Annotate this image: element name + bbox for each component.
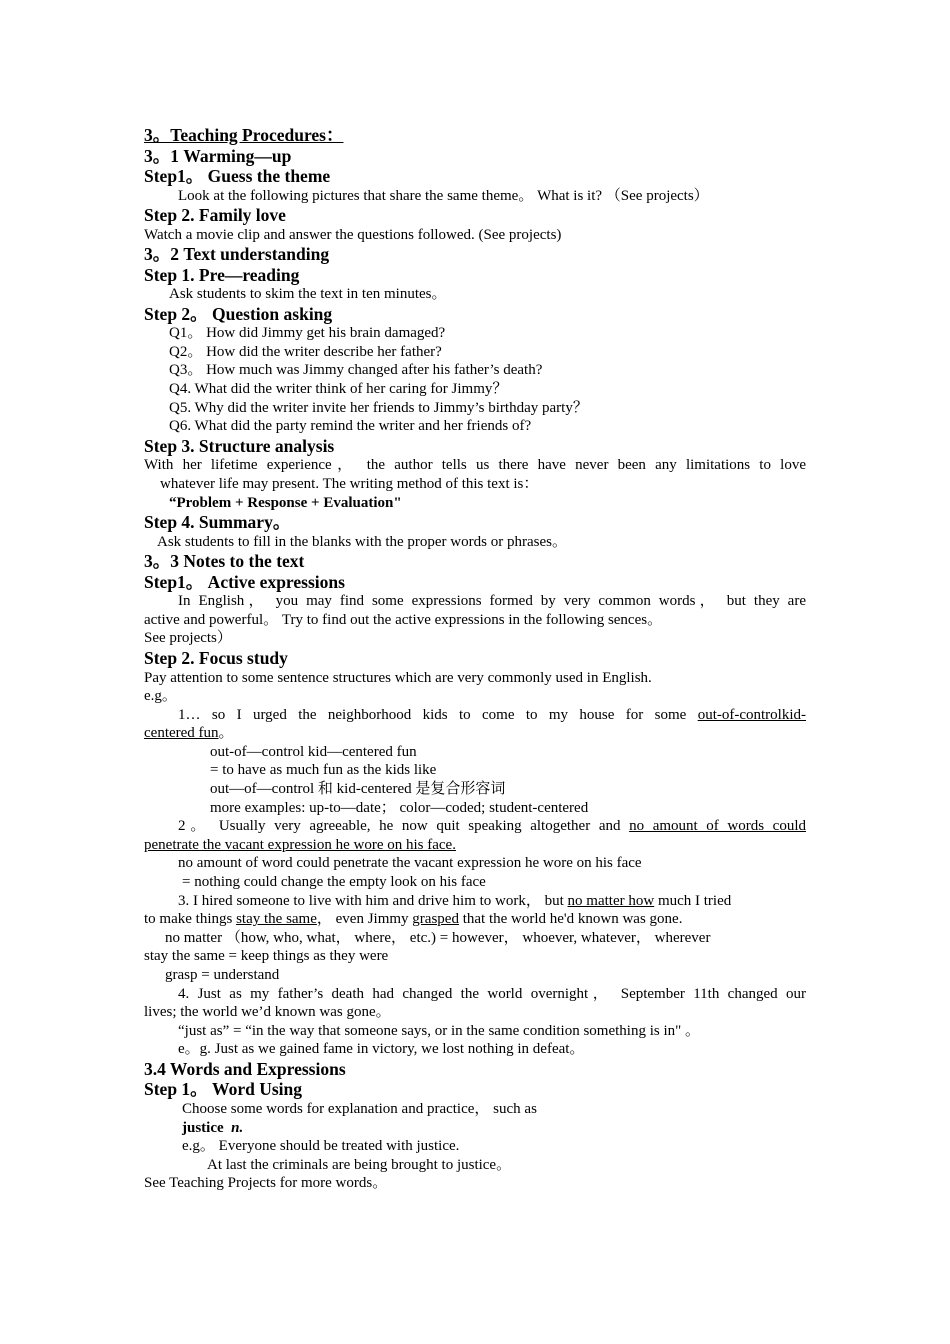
active-expressions-line3: See projects） xyxy=(144,630,232,647)
step-text-summary: Ask students to fill in the blanks with the proper words or phrases。 xyxy=(157,533,567,550)
example-3-note: grasp = understand xyxy=(165,967,280,983)
example-4-line2: lives; the world we’d known was gone。 xyxy=(144,1004,391,1021)
section-title-notes: 3。3 Notes to the text xyxy=(144,551,305,572)
word-example: e.g。 Everyone should be treated with justice. xyxy=(182,1138,460,1155)
example-3-line1: 3. I hired someone to live with him and drive him to work， but no matter how much I tried xyxy=(178,892,732,909)
example-1-line2: centered fun。 xyxy=(144,725,234,742)
example-1-note: more examples: up-to—date； color—coded; student-centered xyxy=(210,799,589,816)
step-text-guess-theme: Look at the following pictures that share the same theme。 What is it? （See projects） xyxy=(178,187,709,204)
document-page xyxy=(144,125,806,1193)
example-4-note: e。g. Just as we gained fame in victory, we lost nothing in defeat。 xyxy=(178,1041,585,1058)
question-item: Q6. What did the party remind the writer and her friends of? xyxy=(169,418,532,435)
step-title-focus-study: Step 2. Focus study xyxy=(144,648,288,668)
step-text-pre-reading: Ask students to skim the text in ten minutes。 xyxy=(169,286,447,303)
step-title-word-using: Step 1。 Word Using xyxy=(144,1079,303,1100)
step-title-guess-theme: Step1。 Guess the theme xyxy=(144,166,331,186)
example-2-note: = nothing could change the empty look on his face xyxy=(182,874,486,891)
word-using-text: Choose some words for explanation and practice， such as xyxy=(182,1100,537,1117)
example-3-line2: to make things stay the same， even Jimmy grasped that the world he'd known was gone. xyxy=(144,911,683,928)
see-more-words: See Teaching Projects for more words。 xyxy=(144,1175,388,1192)
active-expressions-line2: active and powerful。 Try to find out the active expressions in the following sences。 xyxy=(144,611,663,628)
step-text-family-love: Watch a movie clip and answer the questions followed. (See projects) xyxy=(144,226,562,243)
example-1-note: = to have as much fun as the kids like xyxy=(210,762,437,779)
question-item: Q4. What did the writer think of her caring for Jimmy？ xyxy=(169,381,508,398)
step-title-question-asking: Step 2。 Question asking xyxy=(144,303,333,324)
structure-text-line2: whatever life may present. The writing method of this text is： xyxy=(160,475,539,492)
section-title-text-understanding: 3。2 Text understanding xyxy=(144,244,330,265)
question-item: Q5. Why did the writer invite her friends to Jimmy’s birthday party？ xyxy=(169,399,588,416)
eg-label: e.g。 xyxy=(144,688,177,705)
section-title-words: 3.4 Words and Expressions xyxy=(144,1058,346,1079)
question-item: Q2。 How did the writer describe her father? xyxy=(169,343,442,360)
example-1-note: out—of—control 和 kid-centered 是复合形容词 xyxy=(210,781,506,798)
focus-study-intro: Pay attention to some sentence structures which are very commonly used in English. xyxy=(144,669,652,686)
step-title-summary: Step 4. Summary。 xyxy=(144,512,291,533)
step-title-structure-analysis: Step 3. Structure analysis xyxy=(144,435,335,456)
example-2-note: no amount of word could penetrate the vacant expression he wore on his face xyxy=(178,855,642,872)
structure-text-line1: With her lifetime experience， the author tells us there have never been any limitations to love xyxy=(144,457,806,474)
question-item: Q3。 How much was Jimmy changed after his father’s death? xyxy=(169,362,543,379)
example-2-line2: penetrate the vacant expression he wore on his face. xyxy=(144,836,456,853)
example-4-line1: 4. Just as my father’s death had changed the world overnight， September 11th changed our xyxy=(178,985,806,1002)
example-4-note: “just as” = “in the way that someone says, or in the same condition something is in" 。 xyxy=(178,1022,700,1039)
example-1-line1: 1… so I urged the neighborhood kids to come to my house for some out-of-controlkid- xyxy=(178,706,806,723)
example-3-note: no matter （how, who, what， where， etc.) = however， whoever, whatever， wherever xyxy=(165,929,711,946)
question-item: Q1。 How did Jimmy get his brain damaged? xyxy=(169,325,446,342)
example-2-line1: 2。 Usually very agreeable, he now quit speaking altogether and no amount of words could xyxy=(178,818,807,835)
word-example: At last the criminals are being brought to justice。 xyxy=(207,1156,512,1173)
example-1-note: out-of—control kid—centered fun xyxy=(210,743,417,760)
step-title-active-expressions: Step1。 Active expressions xyxy=(144,571,345,592)
section-title-warming-up: 3。1 Warming—up xyxy=(144,145,292,166)
word-entry: justice n. xyxy=(182,1119,244,1136)
structure-formula: “Problem + Response + Evaluation" xyxy=(169,494,402,511)
step-title-family-love: Step 2. Family love xyxy=(144,205,286,226)
active-expressions-line1: In English， you may find some expressions formed by very common words， but they are xyxy=(178,593,806,610)
step-title-pre-reading: Step 1. Pre—reading xyxy=(144,264,300,285)
section-heading-procedures: 3。Teaching Procedures： xyxy=(144,125,344,145)
example-3-note: stay the same = keep things as they were xyxy=(144,948,389,965)
